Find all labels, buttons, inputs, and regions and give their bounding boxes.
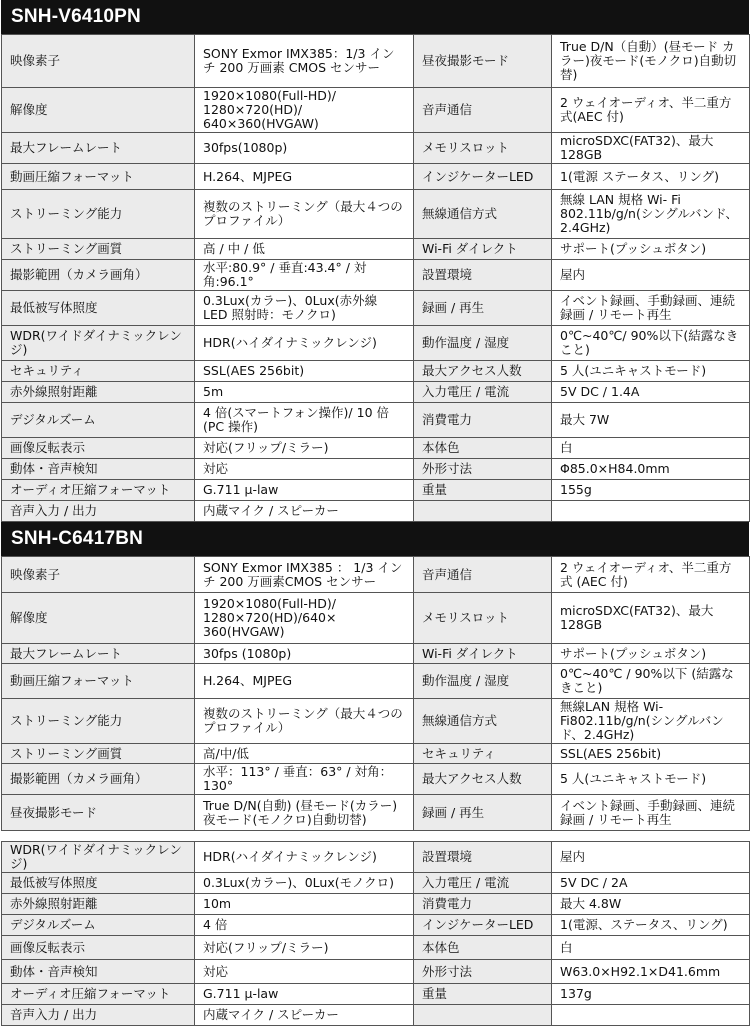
spec-row [2,894,750,915]
spec-value: サポート(プッシュボタン) [552,239,750,260]
spec-label: 解像度 [2,88,195,133]
spec-value: 最大 7W [552,403,750,438]
spec-label: デジタルズーム [2,915,195,936]
spec-label: 重量 [414,984,552,1005]
model-title-2: SNH-C6417BN [1,522,749,556]
spec-value: 最大 4.8W [552,894,750,915]
spec-value: イベント録画、手動録画、連続録画 / リモート再生 [552,291,750,326]
spec-label: 消費電力 [414,403,552,438]
spec-value: G.711 μ-law [195,480,414,501]
spec-label: 無線通信方式 [414,699,552,744]
spec-value: 10m [195,894,414,915]
spec-value: 対応(フリップ/ミラー) [195,936,414,960]
spec-row [2,291,750,326]
spec-value: 30fps (1080p) [195,644,414,664]
spec-label: オーディオ圧縮フォーマット [2,480,195,501]
spec-value: 水平：113° / 垂直：63° / 対角：130° [195,764,414,795]
spec-label: 映像素子 [2,35,195,88]
spec-label: 本体色 [414,936,552,960]
spec-row [2,744,750,764]
spec-value: 1(電源 ステータス、リング) [552,164,750,190]
spec-label: 録画 / 再生 [414,795,552,831]
spec-value: H.264、MJPEG [195,164,414,190]
spec-label: 最大アクセス人数 [414,361,552,382]
spec-value: 対応 [195,960,414,984]
spec-label: 赤外線照射距離 [2,382,195,403]
spec-row [2,480,750,501]
spec-label: セキュリティ [2,361,195,382]
spec-value: 白 [552,438,750,459]
spec-label: 撮影範囲（カメラ画角） [2,260,195,291]
spec-label: 最大フレームレート [2,644,195,664]
spec-value: 白 [552,936,750,960]
spec-value: 対応 [195,459,414,480]
spec-row [2,664,750,699]
spec-row [2,936,750,960]
spec-value: サポート(プッシュボタン) [552,644,750,664]
spec-value: 内蔵マイク / スピーカー [195,1005,414,1026]
spec-label: 画像反転表示 [2,936,195,960]
spec-value: 5m [195,382,414,403]
spec-row [2,1005,750,1026]
model-title-1: SNH-V6410PN [1,0,749,34]
spec-value: 水平:80.9° / 垂直:43.4° / 対角:96.1° [195,260,414,291]
spec-value: 5V DC / 1.4A [552,382,750,403]
spec-value: 30fps(1080p) [195,133,414,164]
spec-value: 2 ウェイオーディオ、半二重方式(AEC 付) [552,88,750,133]
spec-row [2,915,750,936]
spec-row [2,361,750,382]
spec-label: WDR(ワイドダイナミックレンジ) [2,326,195,361]
spec-row [2,382,750,403]
spec-label: 最低被写体照度 [2,873,195,894]
spec-value: True D/N(自動) (昼モード(カラー) 夜モード(モノクロ)自動切替) [195,795,414,831]
spec-value: 1920×1080(Full-HD)/ 1280×720(HD)/ 640×360(HVGAW) [195,88,414,133]
spec-label: 無線通信方式 [414,190,552,239]
spec-label: 設置環境 [414,260,552,291]
spec-label: 動作温度 / 湿度 [414,664,552,699]
spec-label: 入力電圧 / 電流 [414,873,552,894]
spec-label: 入力電圧 / 電流 [414,382,552,403]
spec-value [552,1005,750,1026]
spec-label: 最大アクセス人数 [414,764,552,795]
spec-value: SSL(AES 256bit) [552,744,750,764]
spec-value: 4 倍 [195,915,414,936]
spec-value: SSL(AES 256bit) [195,361,414,382]
spec-row [2,459,750,480]
spec-label: インジケーターLED [414,915,552,936]
spec-label: オーディオ圧縮フォーマット [2,984,195,1005]
spec-label: インジケーターLED [414,164,552,190]
spec-label: 動画圧縮フォーマット [2,164,195,190]
spec-label: 動画圧縮フォーマット [2,664,195,699]
spec-row [2,403,750,438]
spec-value: 無線 LAN 規格 Wi- Fi 802.11b/g/n(シングルバンド、2.4GHz) [552,190,750,239]
spec-value: Φ85.0×H84.0mm [552,459,750,480]
spec-table-1 [1,34,750,522]
spec-label: 動体・音声検知 [2,459,195,480]
spec-value: HDR(ハイダイナミックレンジ) [195,842,414,873]
spec-label: ストリーミング能力 [2,699,195,744]
spec-label: 解像度 [2,593,195,644]
spec-label: 画像反転表示 [2,438,195,459]
spec-value: H.264、MJPEG [195,664,414,699]
spec-value: 5V DC / 2A [552,873,750,894]
spec-label: 重量 [414,480,552,501]
spec-label: 本体色 [414,438,552,459]
spec-value: 0℃~40℃ / 90%以下 (結露なきこと) [552,664,750,699]
spec-label: メモリスロット [414,593,552,644]
spec-row [2,326,750,361]
spec-label: 音声通信 [414,557,552,593]
spec-value: 155g [552,480,750,501]
spec-value: W63.0×H92.1×D41.6mm [552,960,750,984]
spec-value: 屋内 [552,842,750,873]
spec-label: 撮影範囲（カメラ画角） [2,764,195,795]
spec-value: SONY Exmor IMX385：1/3 インチ 200 万画素 CMOS センサー [195,35,414,88]
spec-row [2,88,750,133]
spec-value: 2 ウェイオーディオ、半二重方式 (AEC 付) [552,557,750,593]
spec-value: 137g [552,984,750,1005]
spec-row [2,190,750,239]
spec-value: 0℃~40℃/ 90%以下(結露なきこと) [552,326,750,361]
spec-row [2,438,750,459]
spec-label: ストリーミング能力 [2,190,195,239]
spec-row [2,644,750,664]
spec-row [2,842,750,873]
spec-value [552,501,750,522]
spec-label: Wi-Fi ダイレクト [414,239,552,260]
spec-label: 最低被写体照度 [2,291,195,326]
spec-value: 対応(フリップ/ミラー) [195,438,414,459]
spec-row [2,239,750,260]
spec-row [2,873,750,894]
spec-value: 複数のストリーミング（最大４つのプロファイル） [195,190,414,239]
spec-label: 消費電力 [414,894,552,915]
spec-label: 動体・音声検知 [2,960,195,984]
spec-label: Wi-Fi ダイレクト [414,644,552,664]
spec-value: HDR(ハイダイナミックレンジ) [195,326,414,361]
spec-value: microSDXC(FAT32)、最大 128GB [552,593,750,644]
spec-label: 昼夜撮影モード [2,795,195,831]
spec-row [2,593,750,644]
spec-sheet [1,0,749,1026]
spec-row [2,984,750,1005]
spec-label: デジタルズーム [2,403,195,438]
spec-row [2,133,750,164]
spec-value: G.711 μ-law [195,984,414,1005]
spec-label: メモリスロット [414,133,552,164]
spec-label: 映像素子 [2,557,195,593]
spec-value: microSDXC(FAT32)、最大 128GB [552,133,750,164]
spec-row [2,795,750,831]
spec-row [2,260,750,291]
spec-label: 外形寸法 [414,459,552,480]
spec-label: ストリーミング画質 [2,239,195,260]
spec-value: 5 人(ユニキャストモード) [552,764,750,795]
spec-row [2,164,750,190]
spec-label: 音声通信 [414,88,552,133]
spec-row [2,699,750,744]
spec-row [2,960,750,984]
spec-value: 1920×1080(Full-HD)/ 1280×720(HD)/640× 360(HVGAW) [195,593,414,644]
spec-value: 5 人(ユニキャストモード) [552,361,750,382]
spec-value: 屋内 [552,260,750,291]
spec-value: True D/N（自動）(昼モード カラー)夜モード(モノクロ)自動切替) [552,35,750,88]
spec-row [2,501,750,522]
spec-value: 高/中/低 [195,744,414,764]
spec-label: 設置環境 [414,842,552,873]
spec-value: イベント録画、手動録画、連続録画 / リモート再生 [552,795,750,831]
spec-label [414,501,552,522]
spec-value: 無線LAN 規格 Wi-Fi802.11b/g/n(シングルバンド、2.4GHz) [552,699,750,744]
spec-value: 0.3Lux(カラー)、0Lux(モノクロ) [195,873,414,894]
spec-label: セキュリティ [414,744,552,764]
spec-label: 昼夜撮影モード [414,35,552,88]
spec-label: 動作温度 / 湿度 [414,326,552,361]
spec-value: SONY Exmor IMX385 ： 1/3 インチ 200 万画素CMOS センサー [195,557,414,593]
spec-row [2,831,750,842]
spec-label: ストリーミング画質 [2,744,195,764]
spec-value: 0.3Lux(カラー)、0Lux(赤外線 LED 照射時：モノクロ) [195,291,414,326]
spec-label: WDR(ワイドダイナミックレンジ) [2,842,195,873]
spec-label: 音声入力 / 出力 [2,1005,195,1026]
spec-value: 高 / 中 / 低 [195,239,414,260]
spec-label: 音声入力 / 出力 [2,501,195,522]
spec-label: 最大フレームレート [2,133,195,164]
spec-value: 複数のストリーミング（最大４つのプロファイル） [195,699,414,744]
spec-value: 内蔵マイク / スピーカー [195,501,414,522]
spec-value: 1(電源、ステータス、リング) [552,915,750,936]
spec-row [2,557,750,593]
spec-label: 録画 / 再生 [414,291,552,326]
spec-table-2 [1,556,750,1026]
spec-value: 4 倍(スマートフォン操作)/ 10 倍(PC 操作) [195,403,414,438]
spec-label [414,1005,552,1026]
spec-row [2,764,750,795]
spec-label: 外形寸法 [414,960,552,984]
row-gap [2,831,750,842]
spec-row [2,35,750,88]
spec-label: 赤外線照射距離 [2,894,195,915]
